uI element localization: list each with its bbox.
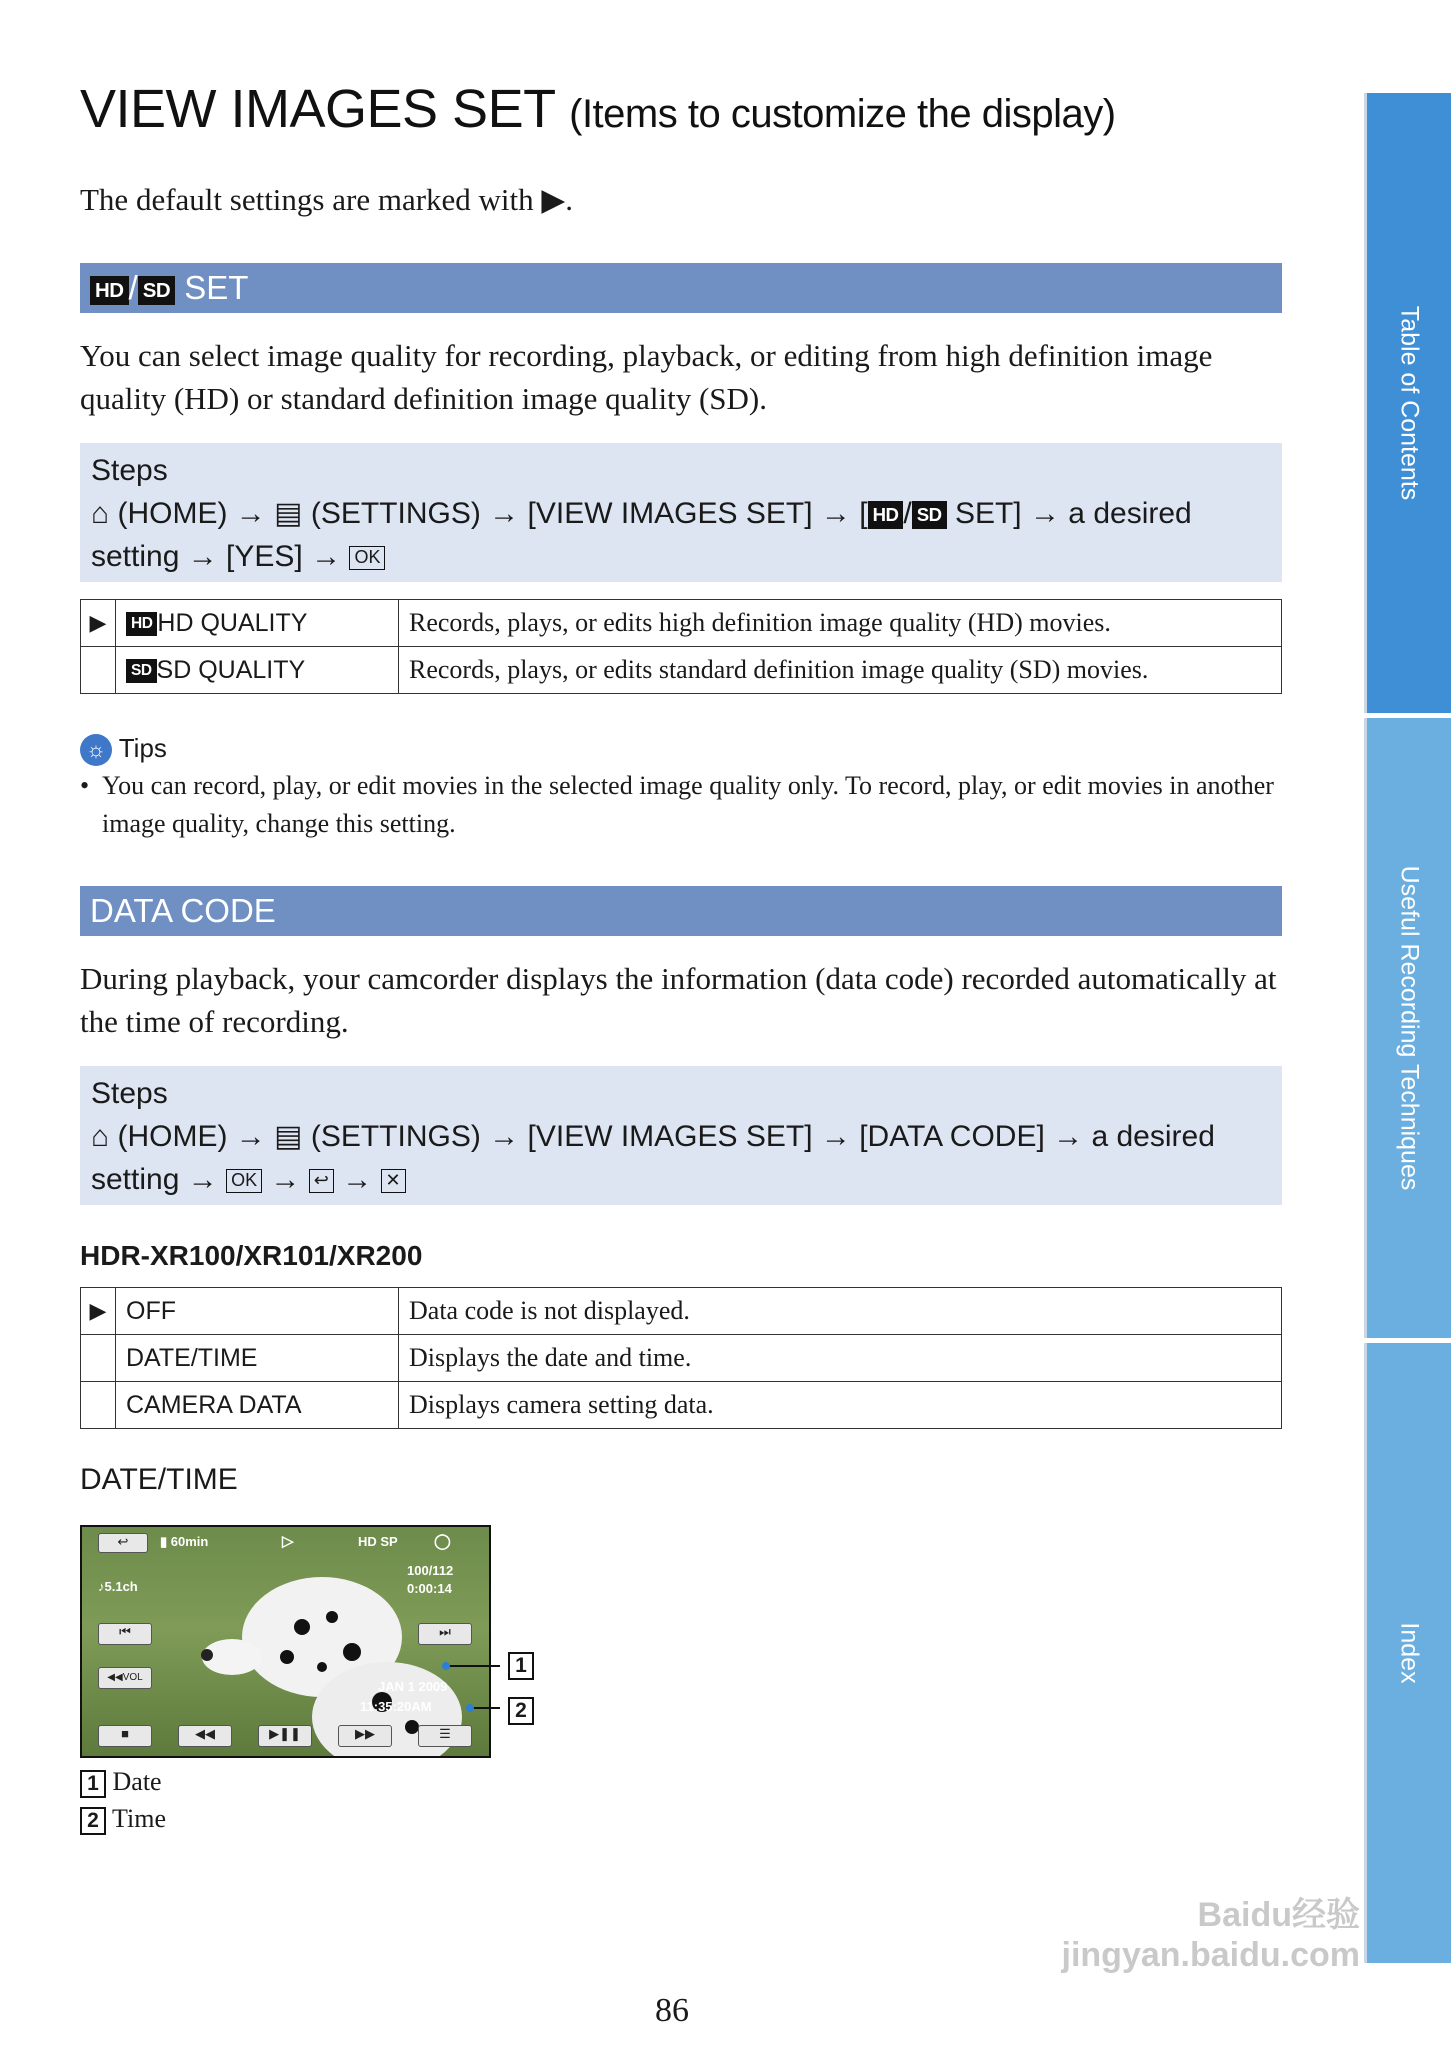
table-row: ▶ HD HD QUALITY Records, plays, or edits high definition image quality (HD) movies.	[81, 600, 1282, 647]
play-pause-button[interactable]: ▶❚❚	[258, 1725, 312, 1747]
stop-button[interactable]: ■	[98, 1725, 152, 1747]
lightbulb-icon: ☼	[80, 734, 112, 766]
ok-button-icon: OK	[226, 1169, 262, 1193]
battery-indicator: ▮ 60min	[160, 1534, 209, 1549]
close-icon: ✕	[381, 1169, 406, 1193]
sd-badge-icon: SD	[138, 276, 175, 306]
default-marker	[81, 1382, 116, 1429]
steps-title: Steps	[91, 1077, 168, 1110]
side-tab-useful-recording-techniques[interactable]: Useful Recording Techniques	[1364, 718, 1451, 1338]
hdd-icon: ◯	[434, 1533, 451, 1550]
default-marker	[81, 647, 116, 694]
hd-badge-icon: HD	[868, 501, 904, 528]
hd-badge-icon: HD	[90, 276, 129, 306]
section1-description: You can select image quality for recording, playback, or editing from high definition image quality (HD) or standard definition image quality (SD).	[80, 338, 1213, 416]
table-row: SD SD QUALITY Records, plays, or edits standard definition image quality (SD) movies.	[81, 647, 1282, 694]
table-row: CAMERA DATA Displays camera setting data.	[81, 1382, 1282, 1429]
section-heading-hd-sd-set: HD / SD SET	[80, 263, 1282, 313]
audio-indicator: ♪5.1ch	[98, 1579, 138, 1594]
side-tab-index[interactable]: Index	[1364, 1343, 1451, 1963]
date-display: JAN 1 2009	[378, 1679, 448, 1694]
settings-toolbox-icon: ▤	[274, 1120, 303, 1153]
file-counter: 100/112	[407, 1563, 454, 1578]
sd-badge-icon: SD	[126, 659, 157, 682]
callout-2-marker: 2	[508, 1697, 534, 1725]
callout-1-marker: 1	[508, 1652, 534, 1680]
previous-button[interactable]: ⏮	[98, 1623, 152, 1645]
section2-description: During playback, your camcorder displays the information (data code) recorded automatically at the time of recording.	[80, 961, 1277, 1039]
table-row: ▶ OFF Data code is not displayed.	[81, 1288, 1282, 1335]
next-button[interactable]: ⏭	[418, 1623, 472, 1645]
volume-button[interactable]: ◀◀VOL	[98, 1667, 152, 1689]
section1-options-table	[80, 599, 1282, 694]
default-note: The default settings are marked with ▶.	[80, 182, 573, 217]
ok-button-icon: OK	[349, 546, 385, 570]
option-button[interactable]: ☰	[418, 1725, 472, 1747]
steps-title: Steps	[91, 454, 168, 487]
default-marker: ▶	[81, 600, 116, 647]
home-icon: ⌂	[91, 497, 110, 530]
fast-forward-button[interactable]: ▶▶	[338, 1725, 392, 1747]
sd-badge-icon: SD	[912, 501, 947, 528]
default-marker	[81, 1335, 116, 1382]
tips-label: Tips	[118, 733, 167, 763]
camcorder-screen-illustration	[80, 1525, 491, 1758]
home-icon: ⌂	[91, 1120, 110, 1153]
hd-sp-indicator: HD SP	[358, 1534, 398, 1549]
side-tab-table-of-contents[interactable]: Table of Contents	[1364, 93, 1451, 713]
rewind-button[interactable]: ◀◀	[178, 1725, 232, 1747]
section2-options-table	[80, 1287, 1282, 1429]
page-title: VIEW IMAGES SET (Items to customize the display)	[80, 79, 1116, 139]
return-icon: ↩	[309, 1169, 334, 1193]
play-status-icon: ▷	[282, 1533, 294, 1550]
hd-badge-icon: HD	[126, 612, 157, 635]
legend-item-date: 1 Date	[80, 1767, 162, 1798]
time-counter: 0:00:14	[407, 1581, 452, 1596]
section-heading-data-code: DATA CODE	[80, 886, 1282, 936]
section1-steps: Steps ⌂ (HOME) → ▤ (SETTINGS) → [VIEW IMAGES SET] → [ HD / SD SET] → a desired setting → [YES] → OK	[80, 443, 1282, 582]
legend-item-time: 2 Time	[80, 1804, 166, 1835]
section2-steps: Steps ⌂ (HOME) → ▤ (SETTINGS) → [VIEW IMAGES SET] → [DATA CODE] → a desired setting → OK → ↩ → ✕	[80, 1066, 1282, 1205]
settings-toolbox-icon: ▤	[274, 497, 303, 530]
watermark-logo: Baidu经验 jingyan.baidu.com	[1061, 1896, 1360, 1974]
model-heading: HDR-XR100/XR101/XR200	[80, 1240, 423, 1271]
table-row: DATE/TIME Displays the date and time.	[81, 1335, 1282, 1382]
default-marker: ▶	[81, 1288, 116, 1335]
page-number: 86	[655, 1992, 689, 2029]
time-display: 11:35:20AM	[360, 1699, 432, 1714]
page-subtitle: (Items to customize the display)	[569, 92, 1116, 136]
tips-block	[80, 733, 167, 766]
return-button[interactable]: ↩	[98, 1533, 148, 1553]
date-time-subheading: DATE/TIME	[80, 1463, 238, 1496]
tips-bullet: • You can record, play, or edit movies in the selected image quality only. To record, play, or edit movies in another image quality, change this setting.	[80, 771, 1274, 838]
